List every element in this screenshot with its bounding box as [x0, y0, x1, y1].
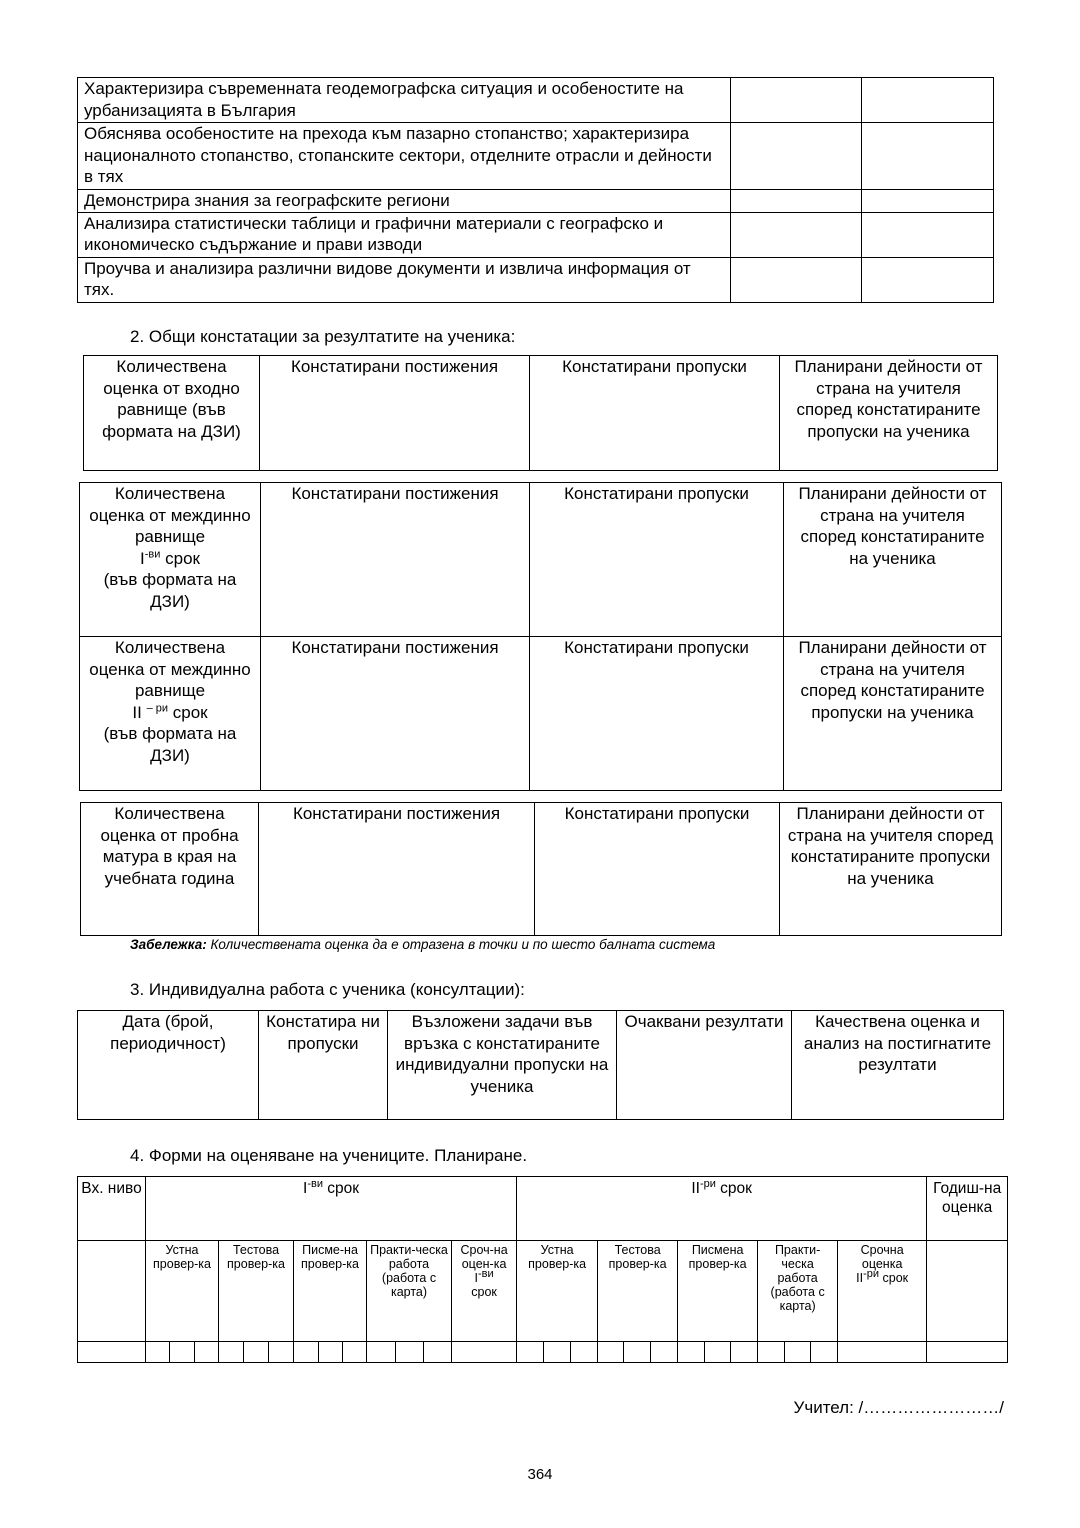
t1-oral-header: Устна провер-ка: [146, 1241, 219, 1342]
empty-cell: [195, 1342, 219, 1363]
empty-cell: [705, 1342, 731, 1363]
planned-cell: Планирани дейности от страна на учителя според констатираните пропуски на ученика: [780, 803, 1002, 936]
empty-cell: [678, 1342, 705, 1363]
term-word: срок: [471, 1285, 497, 1299]
empty-cell: [319, 1342, 343, 1363]
t1-written-header: Писме-на провер-ка: [294, 1241, 367, 1342]
term-word: срок: [715, 1180, 752, 1197]
section4-heading: 4. Форми на оценяване на учениците. Планиране.: [130, 1146, 528, 1165]
term2-header: [517, 1177, 927, 1241]
page-number: 364: [527, 1466, 553, 1483]
empty-cell: [731, 1342, 758, 1363]
date-header: Дата (брой, периодичност): [78, 1011, 259, 1120]
empty-cell: [78, 1241, 146, 1342]
mock-exam-table: [80, 802, 1002, 936]
term-suffix: -ви: [144, 547, 161, 560]
empty-cell: [862, 190, 994, 213]
empty-cell: [396, 1342, 424, 1363]
table-row: [78, 190, 994, 213]
term-numeral: I: [474, 1271, 478, 1285]
empty-cell: [452, 1342, 517, 1363]
term-numeral: I: [140, 548, 145, 568]
competence-text: Проучва и анализира различни видове документи и извлича информация от тях.: [78, 257, 731, 302]
planned-cell: Планирани дейности от страна на учителя според констатираните пропуски на ученика: [784, 637, 1002, 791]
gaps-cell: Констатирани пропуски: [535, 803, 780, 936]
empty-cell: [758, 1342, 785, 1363]
table-row: [80, 637, 1002, 791]
table-row: [78, 212, 994, 257]
section3-heading: 3. Индивидуална работа с ученика (консултации):: [130, 980, 525, 999]
midterm-table: [79, 482, 1002, 791]
teacher-signature: Учител: /……………………/: [793, 1398, 1004, 1417]
empty-cell: [731, 123, 862, 190]
empty-cell: [269, 1342, 294, 1363]
empty-cell: [862, 123, 994, 190]
midterm2-label: Количествена оценка от междинно равнище: [89, 638, 251, 700]
note-label: Забележка:: [130, 937, 207, 952]
empty-cell: [219, 1342, 244, 1363]
empty-cell: [598, 1342, 624, 1363]
term-numeral: II: [691, 1180, 700, 1197]
term-suffix: -ви: [477, 1267, 494, 1280]
table-row: [78, 1342, 1008, 1363]
empty-cell: [862, 212, 994, 257]
empty-cell: [731, 212, 862, 257]
annual-grade-header: Годиш-на оценка: [927, 1177, 1008, 1241]
note-text: Количествената оценка да е отразена в точки и по шесто балната система: [206, 937, 716, 952]
section2-heading: 2. Общи констатации за резултатите на ученика:: [130, 327, 516, 346]
table-row: [78, 1177, 1008, 1241]
table-row: [78, 123, 994, 190]
t2-practical-header: Практи-ческа работа (работа с карта): [758, 1241, 838, 1342]
empty-cell: [785, 1342, 811, 1363]
empty-cell: [927, 1241, 1008, 1342]
empty-cell: [517, 1342, 544, 1363]
consultations-table: [77, 1010, 1004, 1120]
format-label: (във формата на ДЗИ): [103, 724, 237, 765]
empty-cell: [624, 1342, 651, 1363]
empty-cell: [170, 1342, 195, 1363]
assessment-plan-table: [77, 1176, 1008, 1363]
gaps-cell: Констатирани пропуски: [530, 637, 784, 791]
t2-oral-header: Устна провер-ка: [517, 1241, 598, 1342]
achievements-cell: Констатирани постижения: [260, 356, 530, 471]
t1-final-header: [452, 1241, 517, 1342]
format-label: (във формата на ДЗИ): [103, 570, 237, 611]
empty-cell: [294, 1342, 319, 1363]
empty-cell: [571, 1342, 598, 1363]
table-row: [84, 356, 998, 471]
term-suffix: -ри: [863, 1267, 880, 1280]
empty-cell: [424, 1342, 452, 1363]
table-row: [78, 78, 994, 123]
term-numeral: II: [132, 702, 147, 722]
competence-text: Характеризира съвременната геодемографска ситуация и особеностите на урбанизацията в България: [78, 78, 731, 123]
table-row: [81, 803, 1002, 936]
mock-exam-cell: Количествена оценка от пробна матура в края на учебната година: [81, 803, 259, 936]
gaps-cell: Констатирани пропуски: [530, 483, 784, 637]
tasks-header: Възложени задачи във връзка с констатираните индивидуални пропуски на ученика: [388, 1011, 617, 1120]
final-label: Срочна оценка: [860, 1243, 904, 1271]
expected-results-header: Очаквани резултати: [617, 1011, 792, 1120]
t2-final-header: [838, 1241, 927, 1342]
t1-practical-header: Практи-ческа работа (работа с карта): [367, 1241, 452, 1342]
empty-cell: [146, 1342, 170, 1363]
term-word: срок: [879, 1271, 909, 1285]
gaps-header: Констатира ни пропуски: [259, 1011, 388, 1120]
midterm2-cell: [80, 637, 261, 791]
planned-cell: Планирани дейности от страна на учителя според констатираните пропуски на ученика: [780, 356, 998, 471]
empty-cell: [731, 190, 862, 213]
empty-cell: [731, 78, 862, 123]
table-row: [78, 1011, 1004, 1120]
empty-cell: [927, 1342, 1008, 1363]
empty-cell: [811, 1342, 838, 1363]
achievements-cell: Констатирани постижения: [261, 483, 530, 637]
term1-header: [146, 1177, 517, 1241]
term-word: срок: [160, 548, 200, 568]
table-row: [80, 483, 1002, 637]
table-row: [78, 257, 994, 302]
term-word: срок: [323, 1180, 360, 1197]
competence-text: Демонстрира знания за географските региони: [78, 190, 731, 213]
competence-table: [77, 77, 994, 303]
term-numeral: II: [856, 1271, 864, 1285]
gaps-cell: Констатирани пропуски: [530, 356, 780, 471]
entry-level-cell: Количествена оценка от входно равнище (във формата на ДЗИ): [84, 356, 260, 471]
planned-cell: Планирани дейности от страна на учителя според констатираните на ученика: [784, 483, 1002, 637]
competence-text: Обяснява особеностите на прехода към пазарно стопанство; характеризира националното стопанство, стопанските сектори, отделните отрасли и дейности в тях: [78, 123, 731, 190]
empty-cell: [651, 1342, 678, 1363]
achievements-cell: Констатирани постижения: [261, 637, 530, 791]
empty-cell: [838, 1342, 927, 1363]
entry-level-table: [83, 355, 998, 471]
empty-cell: [862, 257, 994, 302]
empty-cell: [78, 1342, 146, 1363]
achievements-cell: Констатирани постижения: [259, 803, 535, 936]
final-label: Сроч-на оцен-ка: [460, 1243, 508, 1271]
midterm1-label: Количествена оценка от междинно равнище: [89, 484, 251, 546]
empty-cell: [731, 257, 862, 302]
term-suffix: -ви: [307, 1177, 323, 1190]
note: [130, 937, 715, 952]
empty-cell: [244, 1342, 269, 1363]
t2-written-header: Писмена провер-ка: [678, 1241, 758, 1342]
empty-cell: [862, 78, 994, 123]
term-suffix: – ри: [146, 701, 169, 714]
qualitative-assessment-header: Качествена оценка и анализ на постигнатите резултати: [792, 1011, 1004, 1120]
t1-test-header: Тестова провер-ка: [219, 1241, 294, 1342]
entry-level-header: Вх. ниво: [78, 1177, 146, 1241]
term-suffix: -ри: [699, 1177, 716, 1190]
empty-cell: [544, 1342, 571, 1363]
t2-test-header: Тестова провер-ка: [598, 1241, 678, 1342]
competence-text: Анализира статистически таблици и графични материали с географско и икономическо съдържание и прави изводи: [78, 212, 731, 257]
empty-cell: [367, 1342, 396, 1363]
table-row: [78, 1241, 1008, 1342]
midterm1-cell: [80, 483, 261, 637]
term-numeral: I: [303, 1180, 308, 1197]
term-word: срок: [168, 702, 208, 722]
empty-cell: [343, 1342, 367, 1363]
